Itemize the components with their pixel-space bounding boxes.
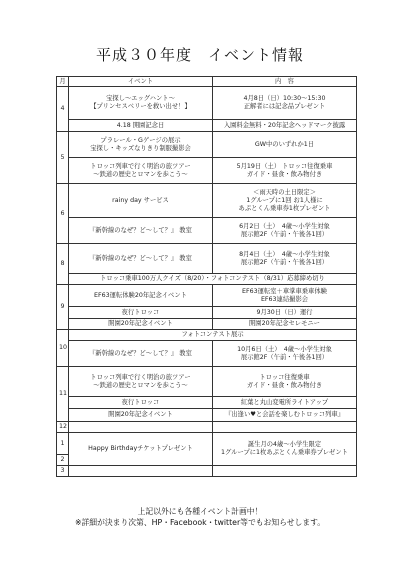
- event-cell: [69, 132, 213, 158]
- table-row: [57, 409, 357, 422]
- event-line: 夜行トロッコ: [121, 308, 160, 316]
- event-cell: [69, 307, 213, 319]
- table-row: [57, 307, 357, 319]
- event-cell: [69, 218, 213, 244]
- content-line: 4月8日（日）10:30～15:30: [243, 95, 326, 102]
- event-cell: [69, 367, 213, 397]
- full-width-cell: フォトコンテスト展示: [69, 330, 357, 341]
- content-line: 紅葉と丸山変電所ライトアップ: [240, 398, 329, 406]
- event-line: EF63運転体験20年記念イベント: [94, 291, 187, 299]
- content-cell: [213, 466, 357, 477]
- event-table: [56, 76, 357, 477]
- content-cell: [213, 341, 357, 367]
- content-cell: [213, 120, 357, 132]
- content-line: 8月4日（土） 4歳～小学生対象: [239, 250, 330, 258]
- content-line: GW中のいずれか1日: [254, 140, 315, 148]
- header-content: 内 容: [213, 77, 357, 87]
- table-header-row: [57, 77, 357, 87]
- content-line: あぷとくん乗車券1枚プレゼント: [238, 204, 331, 212]
- content-line: 5月19日（土） トロッコ往復乗車: [236, 162, 333, 170]
- content-line: 10月6日（土） 4歳～小学生対象: [237, 345, 332, 353]
- event-line: プラレール・Gゲージの展示: [100, 136, 181, 144]
- table-row: [57, 184, 357, 218]
- event-cell: [69, 120, 213, 132]
- event-cell: [69, 285, 213, 307]
- event-line: 宝探し～エッグハント～: [106, 95, 175, 102]
- content-line: 展示館2F（午前・午後各1回）: [240, 353, 329, 361]
- header-event: イベント: [69, 77, 213, 87]
- month-cell: 8: [57, 244, 69, 285]
- content-cell: [213, 218, 357, 244]
- event-cell: [69, 466, 213, 477]
- month-cell: 4: [57, 87, 69, 132]
- content-line: 展示館2F（午前・午後各1回）: [240, 230, 329, 238]
- content-line: 正解者には記念品プレゼント: [243, 103, 326, 110]
- content-cell: [213, 397, 357, 409]
- content-cell: [213, 285, 357, 307]
- content-cell: [213, 132, 357, 158]
- content-line: 9月30日（日）運行: [256, 308, 313, 316]
- month-cell: 12: [57, 422, 69, 433]
- table-row: [57, 341, 357, 367]
- table-row: [57, 422, 357, 433]
- table-row: [57, 244, 357, 274]
- month-cell: 3: [57, 466, 69, 477]
- event-line: rainy day サービス: [112, 196, 169, 204]
- content-line: トロッコ往復乗車: [259, 373, 310, 381]
- content-line: 6月2日（土） 4歳～小学生対象: [239, 222, 330, 230]
- content-line: 開園20年記念セレモニー: [249, 320, 320, 327]
- footer-note: [0, 506, 400, 528]
- table-row: [57, 132, 357, 158]
- event-line: ～鉄道の歴史とロマンを歩こう～: [93, 381, 188, 389]
- table-row: [57, 466, 357, 477]
- content-line: EF63運転室＋車掌車乗車体験: [242, 287, 327, 295]
- event-cell: [69, 244, 213, 274]
- table-row: [57, 285, 357, 307]
- content-line: 1グループに1回 お1人様に: [246, 196, 323, 204]
- table-row: [57, 367, 357, 397]
- event-line: 宝探し・キッズなりきり制服撮影会: [90, 144, 191, 152]
- event-line: トロッコ列車で行く明治の旅ツアー: [90, 162, 191, 170]
- month-cell: 1: [57, 433, 69, 455]
- month-cell: 5: [57, 132, 69, 184]
- content-line: ガイド・昼食・飲み物付き: [246, 170, 323, 178]
- event-cell: [69, 422, 213, 433]
- content-cell: [213, 367, 357, 397]
- content-cell: [213, 184, 357, 218]
- footer-line: ※詳細が決まり次第、HP・Facebook・twitter等でもお知らせします。: [74, 518, 326, 527]
- content-cell: [213, 422, 357, 433]
- header-month: 月: [57, 77, 69, 87]
- table-row: [57, 87, 357, 120]
- content-line: ガイド・昼食・飲み物付き: [246, 381, 323, 389]
- content-cell: [213, 307, 357, 319]
- table-row: [57, 319, 357, 330]
- table-row: [57, 120, 357, 132]
- event-cell: [69, 433, 213, 466]
- content-cell: [213, 319, 357, 330]
- table-row: [57, 433, 357, 455]
- event-line: 開園20年記念イベント: [108, 320, 173, 327]
- event-cell: [69, 87, 213, 120]
- event-cell: [69, 319, 213, 330]
- event-line: 4.18 開園記念日: [116, 121, 165, 129]
- table-row: [57, 330, 357, 341]
- content-line: 入園料金無料・20年記念ヘッドマーク披露: [223, 121, 346, 129]
- table-row: [57, 397, 357, 409]
- event-line: 開園20年記念イベント: [108, 411, 173, 418]
- content-line: 『出逢い♥と会話を楽しむトロッコ列車』: [225, 411, 344, 418]
- event-line: 『新幹線のなぜ？ど～して？』 教室: [89, 349, 192, 357]
- table-row: [57, 274, 357, 285]
- event-line: 『新幹線のなぜ？ど～して？』 教室: [89, 226, 192, 234]
- event-line: 【プリンセスベリーを救い出せ！】: [90, 103, 191, 110]
- month-cell: 9: [57, 285, 69, 330]
- event-cell: [69, 158, 213, 184]
- content-cell: [213, 87, 357, 120]
- event-cell: [69, 397, 213, 409]
- page-title: 平成３０年度 イベント情報: [95, 46, 304, 64]
- content-line: EF63連結撮影会: [260, 295, 309, 303]
- full-width-cell: トロッコ乗車100万人クイズ（8/20）・フォトコンテスト（8/31）応募締め切り: [69, 274, 357, 285]
- content-cell: [213, 433, 357, 466]
- content-line: ＜雨天時の土日限定＞: [253, 188, 316, 196]
- event-cell: [69, 341, 213, 367]
- event-cell: [69, 184, 213, 218]
- footer-line: 上記以外にも各種イベント計画中！: [137, 507, 263, 516]
- event-line: 『新幹線のなぜ？ど～して？』 教室: [89, 254, 192, 262]
- month-cell: 6: [57, 184, 69, 244]
- table-row: [57, 218, 357, 244]
- event-line: トロッコ列車で行く明治の旅ツアー: [90, 373, 191, 381]
- content-cell: [213, 158, 357, 184]
- content-cell: [213, 244, 357, 274]
- month-cell: 10: [57, 330, 69, 367]
- event-line: 夜行トロッコ: [121, 398, 160, 406]
- event-line: ～鉄道の歴史とロマンを歩こう～: [93, 170, 188, 178]
- content-line: 展示館2F（午前・午後各1回）: [240, 258, 329, 266]
- content-cell: [213, 409, 357, 422]
- event-cell: [69, 409, 213, 422]
- content-line: 誕生月の4歳～小学生限定: [247, 441, 322, 448]
- table-row: [57, 158, 357, 184]
- month-cell: 2: [57, 455, 69, 466]
- content-line: 1グループに1枚あぷとくん乗車券プレゼント: [221, 449, 348, 456]
- month-cell: 11: [57, 367, 69, 422]
- event-line: Happy Birthdayチケットプレゼント: [88, 445, 193, 452]
